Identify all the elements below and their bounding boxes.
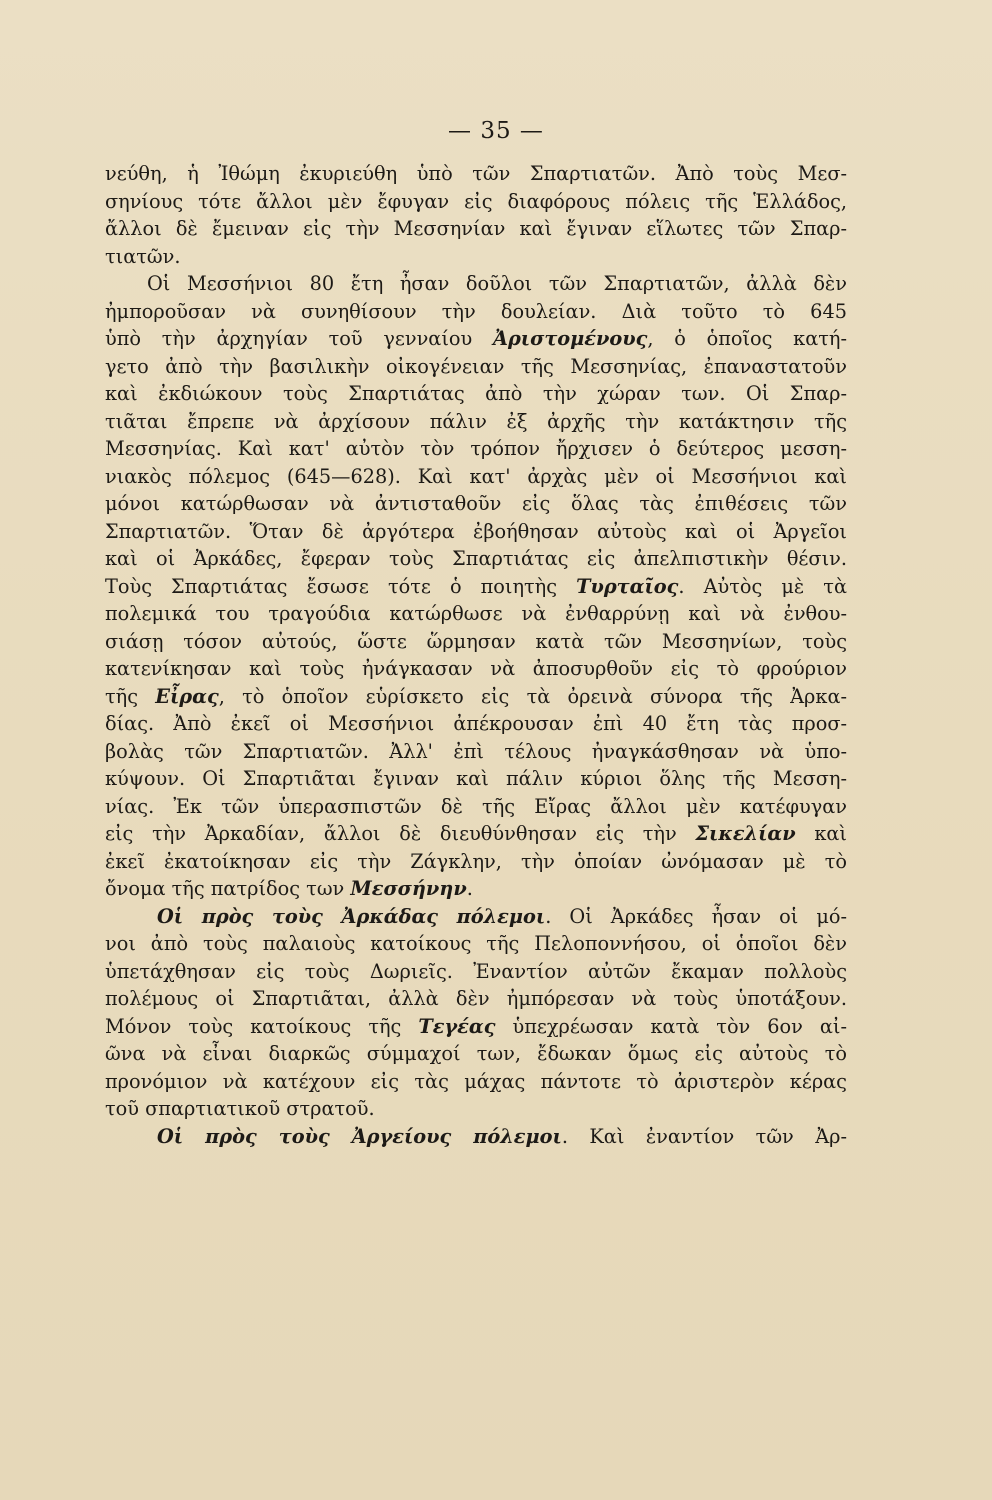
- text-line: ῶνα νὰ εἶναι διαρκῶς σύμμαχοί των, ἔδωκαν ὅμως εἰς αὐτοὺς τὸ: [105, 1042, 847, 1065]
- section-heading-line: Οἱ πρὸς τοὺς Ἀρκάδας πόλεμοι. Οἱ Ἀρκάδες ἦσαν οἱ μό-: [157, 904, 847, 928]
- text-line: καὶ ἐκδιώκουν τοὺς Σπαρτιάτας ἀπὸ τὴν χώραν των. Οἱ Σπαρ-: [105, 382, 847, 405]
- text-line: μόνοι κατώρθωσαν νὰ ἀντισταθοῦν εἰς ὅλας τὰς ἐπιθέσεις τῶν: [105, 492, 847, 515]
- text-line: Σπαρτιατῶν. Ὅταν δὲ ἀργότερα ἐβοήθησαν αὐτοὺς καὶ οἱ Ἀργεῖοι: [105, 519, 847, 543]
- text-line: νιακὸς πόλεμος (645—628). Καὶ κατ' ἀρχὰς μὲν οἱ Μεσσήνιοι καὶ: [105, 464, 847, 488]
- page-number: — 35 —: [448, 118, 544, 144]
- text-line: προνόμιον νὰ κατέχουν εἰς τὰς μάχας πάντοτε τὸ ἀριστερὸν κέρας: [105, 1069, 847, 1093]
- text-line: σηνίους τότε ἄλλοι μὲν ἔφυγαν εἰς διαφόρους πόλεις τῆς Ἑλλάδος,: [105, 189, 847, 213]
- page-text: [105, 160, 847, 1150]
- text-line: γετο ἀπὸ τὴν βασιλικὴν οἰκογένειαν τῆς Μεσσηνίας, ἐπαναστατοῦν: [105, 354, 847, 378]
- text-line: κύψουν. Οἱ Σπαρτιᾶται ἔγιναν καὶ πάλιν κύριοι ὅλης τῆς Μεσση-: [105, 767, 847, 790]
- text-line: πολέμους οἱ Σπαρτιᾶται, ἀλλὰ δὲν ἠμπόρεσαν νὰ τοὺς ὑποτάξουν.: [105, 987, 847, 1010]
- section-heading-line: Οἱ πρὸς τοὺς Ἀργείους πόλεμοι. Καὶ ἐναντίον τῶν Ἀρ-: [157, 1124, 847, 1148]
- emphasis-name: Μεσσήνην: [350, 877, 467, 900]
- text-line: δίας. Ἀπὸ ἐκεῖ οἱ Μεσσήνιοι ἀπέκρουσαν ἐπὶ 40 ἔτη τὰς προσ-: [105, 712, 847, 735]
- text-line: πολεμικά του τραγούδια κατώρθωσε νὰ ἐνθαρρύνῃ καὶ νὰ ἐνθου-: [105, 602, 847, 625]
- text-line: Μεσσηνίας. Καὶ κατ' αὐτὸν τὸν τρόπον ἤρχισεν ὁ δεύτερος μεσση-: [105, 437, 847, 460]
- text-line: Μόνον τοὺς κατοίκους τῆς Τεγέας ὑπεχρέωσαν κατὰ τὸν 6ον αἰ-: [105, 1014, 847, 1038]
- text-line: νίας. Ἐκ τῶν ὑπερασπιστῶν δὲ τῆς Εἴρας ἄλλοι μὲν κατέφυγαν: [105, 794, 847, 818]
- text-line: τοῦ σπαρτιατικοῦ στρατοῦ.: [105, 1097, 375, 1120]
- section-heading: Οἱ πρὸς τοὺς Ἀρκάδας πόλεμοι: [157, 904, 546, 928]
- text-line: νεύθη, ἡ Ἰθώμη ἐκυριεύθη ὑπὸ τῶν Σπαρτιατῶν. Ἀπὸ τοὺς Μεσ-: [105, 162, 847, 185]
- text-line: ἐκεῖ ἐκατοίκησαν εἰς τὴν Ζάγκλην, τὴν ὁποίαν ὠνόμασαν μὲ τὸ: [105, 849, 847, 873]
- emphasis-name: Τυρταῖος: [576, 574, 679, 598]
- text-line: ἄλλοι δὲ ἔμειναν εἰς τὴν Μεσσηνίαν καὶ ἔγιναν εἵλωτες τῶν Σπαρ-: [105, 217, 847, 240]
- emphasis-name: Τεγέας: [418, 1014, 496, 1038]
- text-line: εἰς τὴν Ἀρκαδίαν, ἄλλοι δὲ διευθύνθησαν εἰς τὴν Σικελίαν καὶ: [105, 822, 847, 845]
- text-line: ὑπὸ τὴν ἀρχηγίαν τοῦ γενναίου Ἀριστομένους, ὁ ὁποῖος κατή-: [105, 327, 847, 350]
- emphasis-name: Ἀριστομένους: [492, 327, 648, 350]
- text-line: ἠμποροῦσαν νὰ συνηθίσουν τὴν δουλείαν. Διὰ τοῦτο τὸ 645: [105, 299, 847, 323]
- text-line: σιάσῃ τόσον αὐτούς, ὥστε ὥρμησαν κατὰ τῶν Μεσσηνίων, τοὺς: [105, 629, 847, 653]
- text-line: Οἱ Μεσσήνιοι 80 ἔτη ἦσαν δοῦλοι τῶν Σπαρτιατῶν, ἀλλὰ δὲν: [147, 272, 847, 295]
- section-heading: Οἱ πρὸς τοὺς Ἀργείους πόλεμοι: [157, 1124, 562, 1148]
- text-line: ὄνομα τῆς πατρίδος των Μεσσήνην.: [105, 877, 473, 900]
- text-line: Τοὺς Σπαρτιάτας ἔσωσε τότε ὁ ποιητὴς Τυρταῖος. Αὐτὸς μὲ τὰ: [105, 574, 847, 598]
- text-line: βολὰς τῶν Σπαρτιατῶν. Ἀλλ' ἐπὶ τέλους ἠναγκάσθησαν νὰ ὑπο-: [105, 739, 847, 763]
- text-line: τῆς Εἶρας, τὸ ὁποῖον εὑρίσκετο εἰς τὰ ὀρεινὰ σύνορα τῆς Ἀρκα-: [105, 684, 847, 708]
- text-line: ὑπετάχθησαν εἰς τοὺς Δωριεῖς. Ἐναντίον αὐτῶν ἔκαμαν πολλοὺς: [105, 959, 847, 983]
- emphasis-name: Εἶρας: [155, 684, 219, 708]
- text-line: τιατῶν.: [105, 244, 181, 268]
- text-line: νοι ἀπὸ τοὺς παλαιοὺς κατοίκους τῆς Πελοποννήσου, οἱ ὁποῖοι δὲν: [105, 932, 847, 955]
- text-line: κατενίκησαν καὶ τοὺς ἠνάγκασαν νὰ ἀποσυρθοῦν εἰς τὸ φρούριον: [105, 657, 847, 680]
- emphasis-name: Σικελίαν: [695, 822, 796, 845]
- text-line: τιᾶται ἔπρεπε νὰ ἀρχίσουν πάλιν ἐξ ἀρχῆς τὴν κατάκτησιν τῆς: [105, 409, 847, 433]
- text-line: καὶ οἱ Ἀρκάδες, ἔφεραν τοὺς Σπαρτιάτας εἰς ἀπελπιστικὴν θέσιν.: [105, 547, 847, 570]
